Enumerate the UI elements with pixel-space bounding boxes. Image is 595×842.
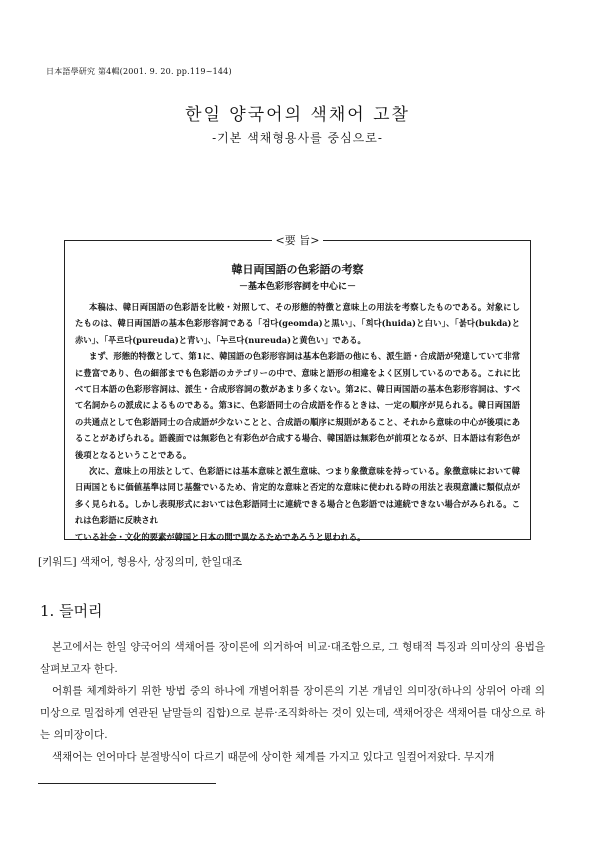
abstract-header [65,232,530,248]
journal-info: 日本語學研究 第4輯(2001. 9. 20. pp.119~144) [46,67,232,76]
body-paragraph: 어휘를 체계화하기 위한 방법 중의 하나에 개별어휘를 장이론의 기본 개념인 의미장(하나의 상위어 아래 의미상으로 밀접하게 연관된 낱말들의 집합)으로 분류·조직화하는 것이 있는데, 색채어장은 색채어를 대상으로 하는 의미장이다. [40,685,545,741]
body-text [40,636,545,768]
abstract-paragraph: 本稿は、韓日両国語の色彩語を比較・対照して、その形態的特徴と意味上の用法を考察したものである。対象にしたものは、韓日両国語の基本色彩形容詞である「검다(geomda)と黒い」、「희다(huida)と白い」、「붉다(bukda)と赤い」、「푸르다(pureuda)と青い」、「누르다(nureuda)と黄色い」である。 [75,302,520,345]
abstract-paragraph-continuation: ている社会・文化的要素が韓国と日本の間で異なるためであろうと思われる。 [75,531,366,542]
keywords: [키워드] 색채어, 형용사, 상징의미, 한일대조 [38,556,242,568]
body-paragraph: 색채어는 언어마다 분절방식이 다르기 때문에 상이한 체계를 가지고 있다고 일컬어져왔다. 무지개 [52,751,495,763]
abstract-title: 韓日両国語の色彩語の考察 [231,263,364,276]
abstract-body [75,299,520,545]
abstract-box [64,234,531,542]
paper-title: 한일 양국어의 색채어 고찰 [185,105,410,125]
paper-subtitle: -기본 색채형용사를 중심으로- [212,131,383,145]
body-paragraph: 본고에서는 한일 양국어의 색채어를 장이론에 의거하여 비교·대조함으로, 그 형태적 특징과 의미상의 용법을 살펴보고자 한다. [40,641,545,675]
abstract-subtitle: －基本色彩形容詞を中心に－ [238,282,356,292]
section-heading: 1. 들머리 [40,602,103,620]
abstract-header-label: <要 旨> [272,234,324,247]
abstract-paragraph: まず、形態的特徴として、第1に、韓国語の色彩形容詞は基本色彩語の他にも、派生語・合成語が発達していて非常に豊富であり、色の細部までも色彩語のカテゴリーの中で、意味と語形の相違をよく区別しているのである。これに比べて日本語の色彩形容詞は、派生・合成形容詞の数があまり多くない。第2に、韓日両国語の基本色彩形容詞は、すべて名詞からの派成によるものである。第3に、色彩語同士の合成語を作るときは、一定の順序が見られる。韓日両国語の共通点として色彩語同士の合成語が少ないことと、合成語の順序に規則があること、それから意味の中心が後項にあることがあげられる。語義面では無彩色と有彩色が合成する場合、韓国語は無彩色が前項となるが、日本語は有彩色が後項となるということである。 [75,351,520,460]
footnote-divider [38,783,216,784]
abstract-paragraph: 次に、意味上の用法として、色彩語には基本意味と派生意味、つまり象徴意味を持っている。象徴意味において韓日両国ともに価値基準は同じ基盤でいるため、肯定的な意味と否定的な意味に使われる時の用法と表現意識に類似点が多く見られる。しかし表現形式においては色彩語同士に連続できる場合と色彩語では連続できない場合がみられる。これは色彩語に反映され [75,466,520,526]
